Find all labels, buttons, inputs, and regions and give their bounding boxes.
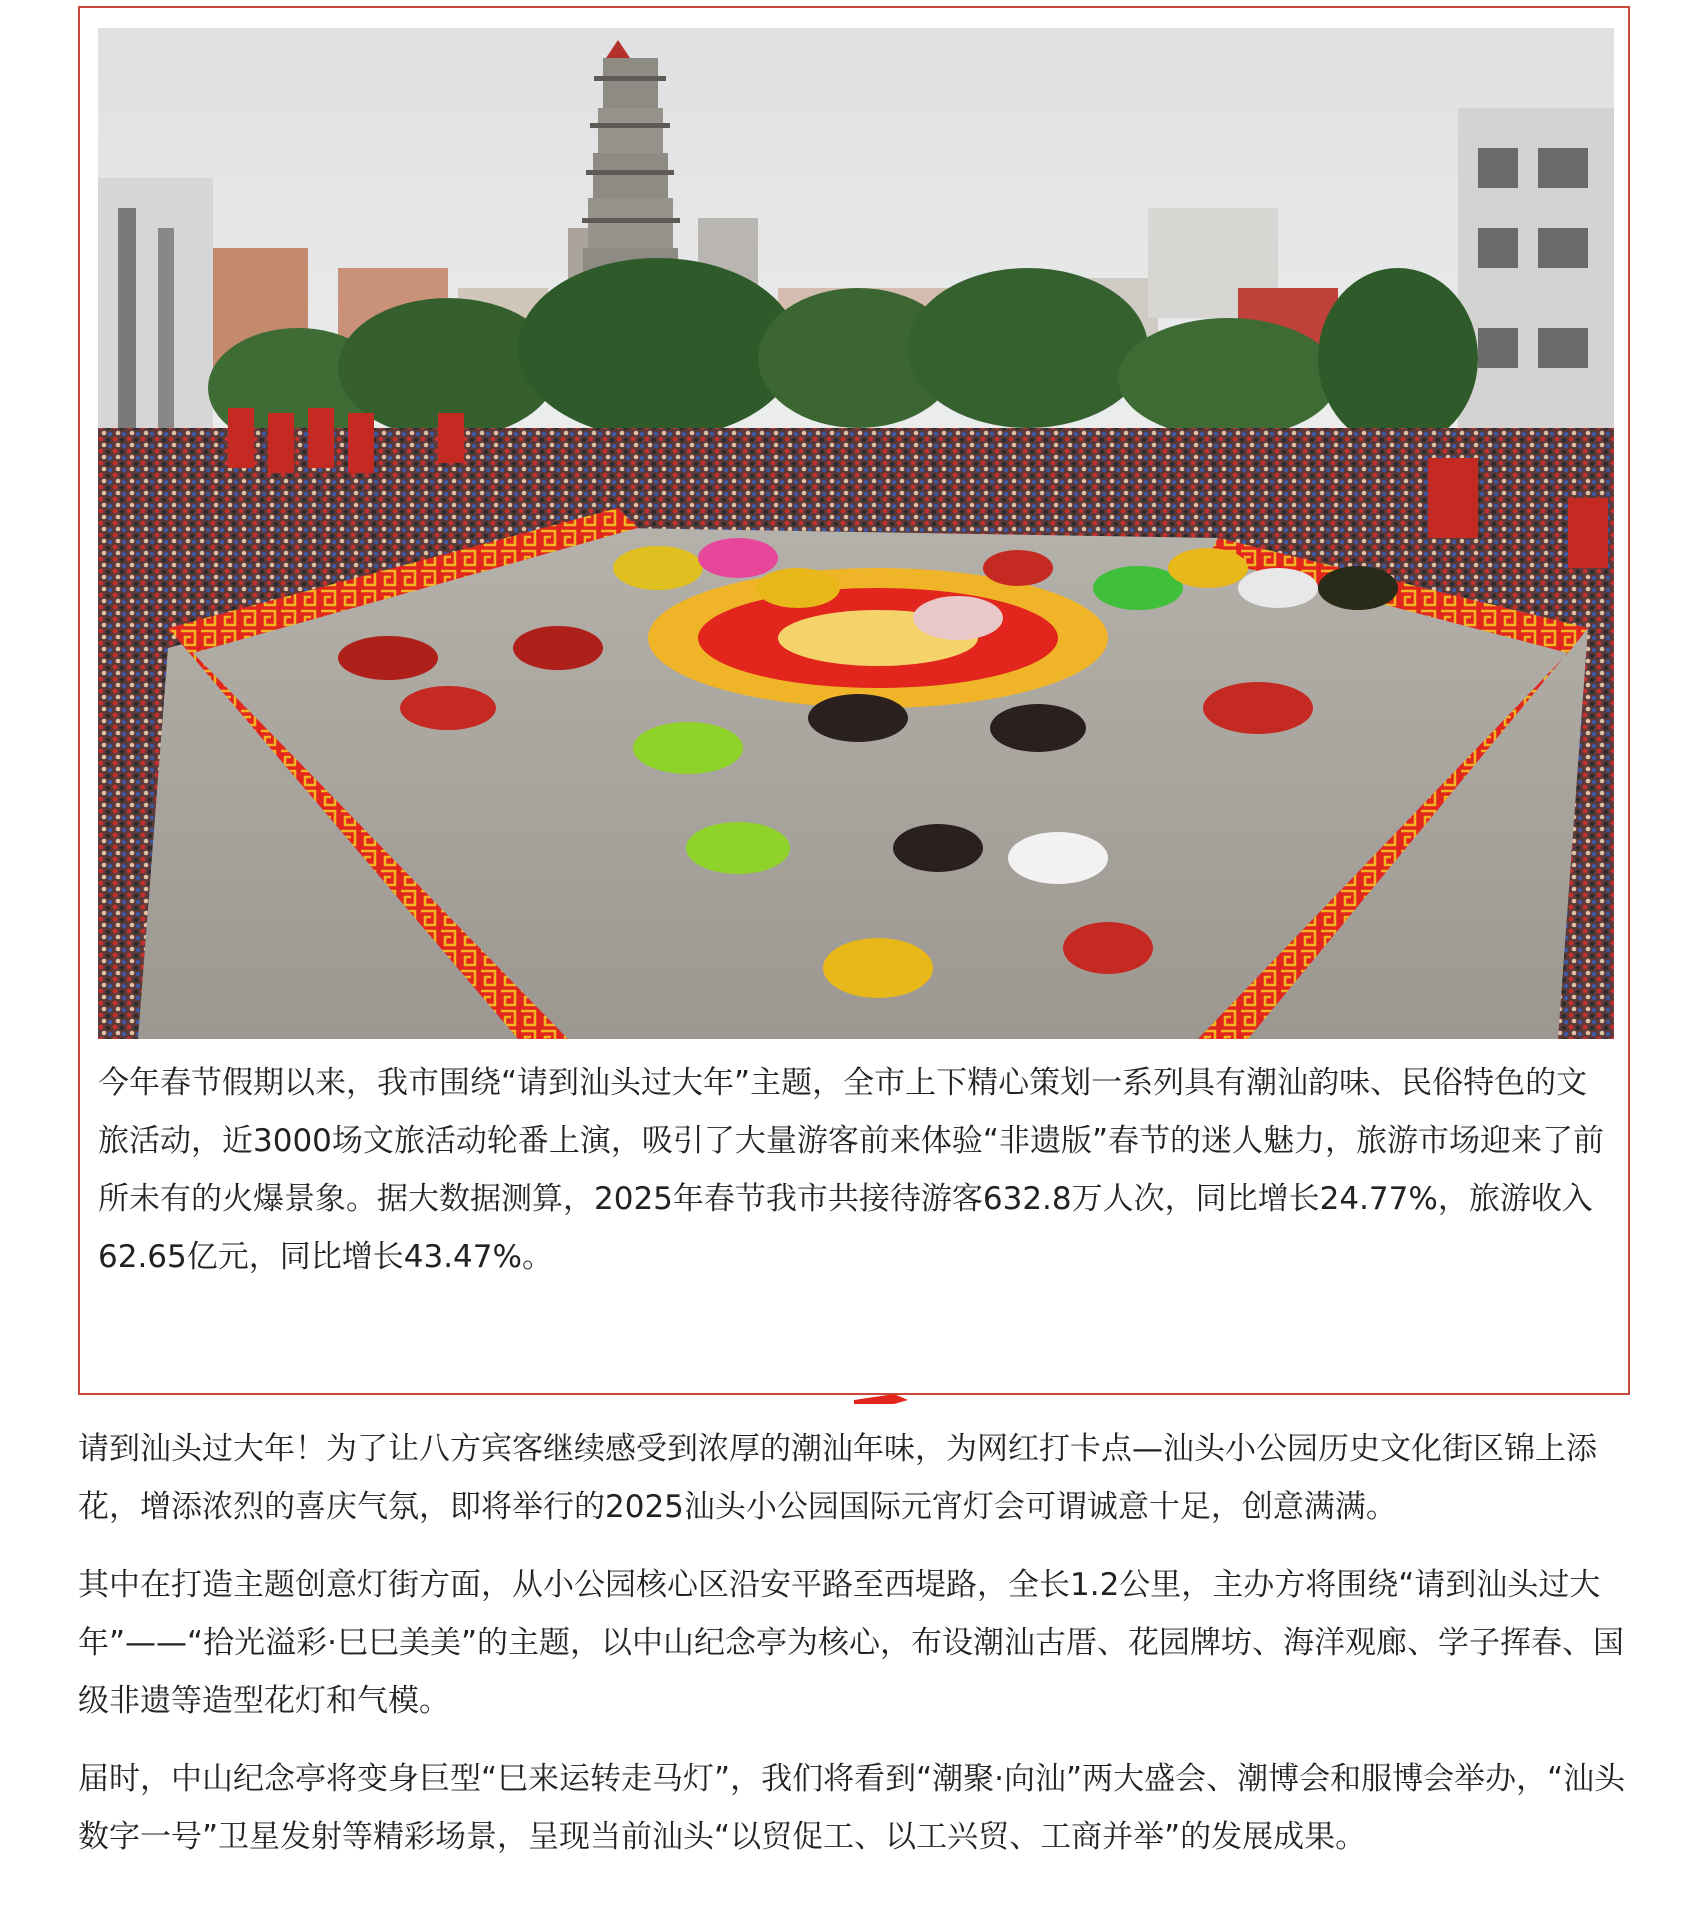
photo-caption: 今年春节假期以来，我市围绕“请到汕头过大年”主题，全市上下精心策划一系列具有潮汕韵味、民俗特色的文旅活动，近3000场文旅活动轮番上演，吸引了大量游客前来体验“非遗版”春节的迷人魅力，旅游市场迎来了前所未有的火爆景象。据大数据测算，2025年春节我市共接待游客632.8万人次，同比增长24.77%，旅游收入62.65亿元，同比增长43.47%。 [98,1065,1605,1275]
article-card [78,6,1630,1395]
article-body [78,1420,1638,1886]
paragraph-2: 其中在打造主题创意灯街方面，从小公园核心区沿安平路至西堤路，全长1.2公里，主办方将围绕“请到汕头过大年”——“拾光溢彩·巳巳美美”的主题，以中山纪念亭为核心，布设潮汕古厝、花园牌坊、海洋观廊、学子挥春、国级非遗等造型花灯和气模。 [78,1567,1625,1719]
paragraph-1: 请到汕头过大年！为了让八方宾客继续感受到浓厚的潮汕年味，为网红打卡点—汕头小公园历史文化街区锦上添花，增添浓烈的喜庆气氛，即将举行的2025汕头小公园国际元宵灯会可谓诚意十足，创意满满。 [78,1431,1597,1525]
lion-dance-photo [98,28,1614,1039]
red-ribbon-ornament [854,1392,908,1404]
paragraph-3: 届时，中山纪念亭将变身巨型“巳来运转走马灯”，我们将看到“潮聚·向汕”两大盛会、潮博会和服博会举办，“汕头数字一号”卫星发射等精彩场景，呈现当前汕头“以贸促工、以工兴贸、工商并举”的发展成果。 [78,1761,1626,1855]
